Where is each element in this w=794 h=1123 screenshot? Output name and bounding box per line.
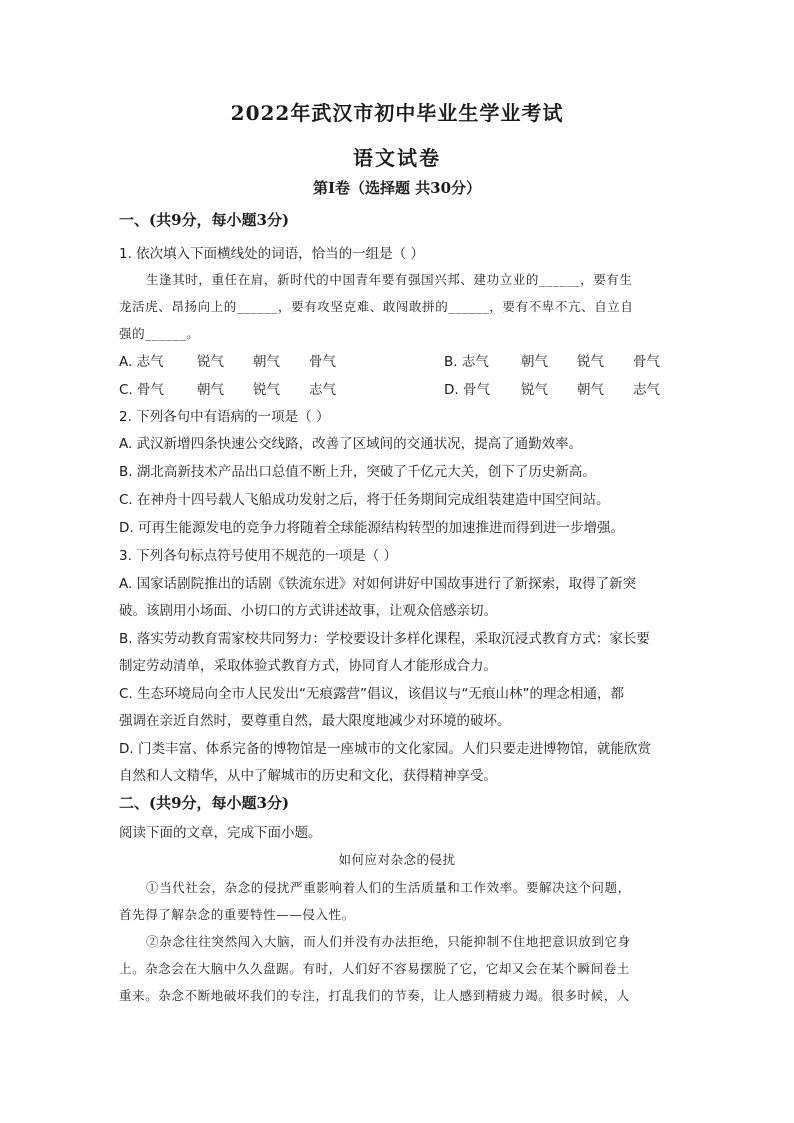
q3-option-a-line: 破。该剧用小场面、小切口的方式讲述故事，让观众倍感亲切。 [119,603,497,619]
q1-option-word: 志气 [309,382,336,398]
q3-option-d-line: 自然和人文精华，从中了解城市的历史和文化，获得精神享受。 [119,768,497,784]
q1-option-word: 骨气 [309,354,336,370]
article-line: 重来。杂念不断地破坏我们的专注，打乱我们的节奏，让人感到精疲力竭。很多时候，人 [119,988,630,1003]
q1-stem: 1. 依次填入下面横线处的词语，恰当的一组是（ ） [119,246,424,262]
q2-option-a: A. 武汉新增四条快速公交线路，改善了区域间的交通状况，提高了通勤效率。 [119,436,583,452]
q3-stem: 3. 下列各句标点符号使用不规范的一项是（ ） [119,548,397,564]
q1-option-word: 志气 [633,382,660,398]
q1-option-word: 骨气 [633,354,660,370]
q1-option-word: 锐气 [577,354,604,370]
section2-heading: 二、(共9分，每小题3分) [119,794,290,812]
q3-option-a-line: A. 国家话剧院推出的话剧《铁流东进》对如何讲好中国故事进行了新探索，取得了新突 [119,576,637,592]
exam-main-title: 2022年武汉市初中毕业生学业考试 [230,101,564,125]
q1-option-word: 朝气 [197,382,224,398]
q1-option-label: B. 志气 [444,354,489,370]
q1-option-word: 朝气 [253,354,280,370]
q3-option-c-line: 强调在亲近自然时，要尊重自然，最大限度地减少对环境的破坏。 [119,713,511,729]
article-title: 如何应对杂念的侵扰 [338,852,456,867]
q2-stem: 2. 下列各句中有语病的一项是（ ） [119,409,330,425]
q1-option-word: 朝气 [577,382,604,398]
exam-subject-title: 语文试卷 [353,146,441,170]
section1-heading: 一、(共9分，每小题3分) [119,211,290,229]
q3-option-b-line: 制定劳动清单，采取体验式教育方式，协同育人才能形成合力。 [119,658,497,674]
q1-option-word: 锐气 [521,382,548,398]
q1-option-label: D. 骨气 [444,382,490,398]
q3-option-d-line: D. 门类丰富、体系完备的博物馆是一座城市的文化家园。人们只要走进博物馆，就能欣赏 [119,741,651,757]
article-line: ①当代社会，杂念的侵扰严重影响着人们的生活质量和工作效率。要解决这个问题， [146,880,631,895]
q1-option-word: 朝气 [521,354,548,370]
q1-option-word: 锐气 [197,354,224,370]
q3-option-b-line: B. 落实劳动教育需家校共同努力：学校要设计多样化课程，采取沉浸式教育方式：家长要 [119,631,650,647]
q2-option-b: B. 湖北高新技术产品出口总值不断上升，突破了千亿元大关，创下了历史新高。 [119,464,596,480]
q1-passage-line: 强的______。 [119,326,200,341]
article-line: 上。杂念会在大脑中久久盘踞。有时，人们好不容易摆脱了它，它却又会在某个瞬间卷土 [119,961,630,976]
q1-option-label: A. 志气 [119,354,164,370]
q2-option-d: D. 可再生能源发电的竞争力将随着全球能源结构转型的加速推进而得到进一步增强。 [119,520,624,536]
q1-option-label: C. 骨气 [119,382,165,398]
article-line: 首先得了解杂念的重要特性——侵入性。 [119,907,355,922]
q1-passage-line: 生逢其时，重任在肩，新时代的中国青年要有强国兴邦、建功立业的______，要有生 [146,272,633,287]
q2-option-c: C. 在神舟十四号载人飞船成功发射之后，将于任务期间完成组装建造中国空间站。 [119,492,610,508]
q3-option-c-line: C. 生态环境局向全市人民发出“无痕露营”倡议，该倡议与“无痕山林”的理念相通，都 [119,686,624,702]
q1-option-word: 锐气 [253,382,280,398]
exam-part-title: 第Ⅰ卷（选择题 共30分） [312,179,482,197]
section2-instruction: 阅读下面的文章，完成下面小题。 [119,825,322,841]
article-line: ②杂念往往突然闯入大脑，而人们并没有办法拒绝，只能抑制不住地把意识放到它身 [146,934,631,949]
q1-passage-line: 龙活虎、昂扬向上的______，要有攻坚克难、敢闯敢拼的______，要有不卑不亢、自立自 [119,299,634,314]
